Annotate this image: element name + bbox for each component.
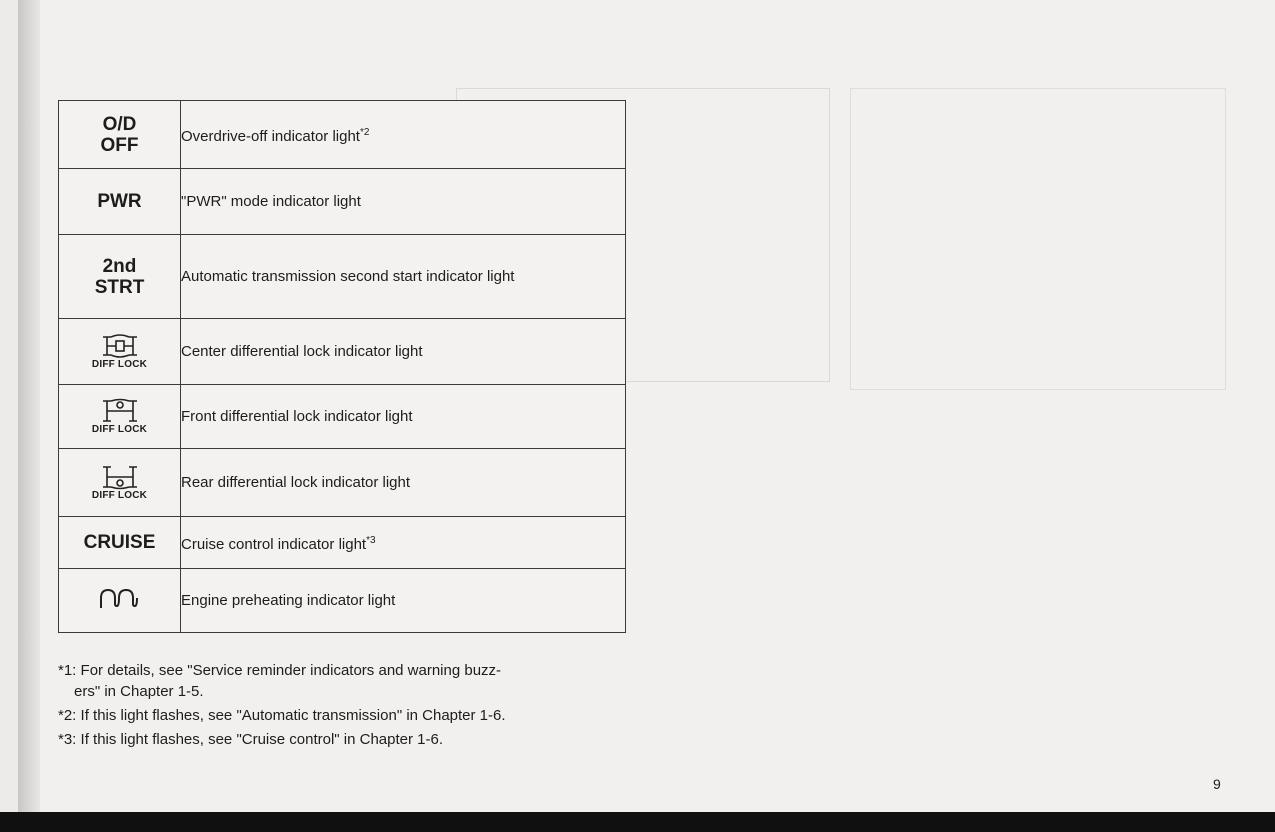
- table-row: [59, 169, 626, 235]
- footnotes: [58, 660, 638, 753]
- description-text: Overdrive-off indicator light: [181, 128, 360, 145]
- indicator-description: [181, 101, 626, 169]
- footnote-text-continued: ers" in Chapter 1-5.: [74, 683, 204, 700]
- icon-caption: DIFF LOCK: [91, 424, 148, 435]
- page-binding: [18, 0, 40, 812]
- table-row: [59, 449, 626, 517]
- symbol-line: STRT: [94, 276, 145, 298]
- description-text: Cruise control indicator light: [181, 536, 367, 553]
- footnote: [58, 660, 638, 702]
- preheat-symbol: [59, 569, 181, 633]
- page-number: 9: [1213, 776, 1221, 792]
- symbol-line: 2nd: [102, 255, 137, 277]
- description-text: Engine preheating indicator light: [181, 592, 396, 609]
- icon-caption: DIFF LOCK: [91, 490, 148, 501]
- front-diff-lock-symbol: [59, 385, 181, 449]
- indicator-description: [181, 169, 626, 235]
- description-text: Front differential lock indicator light: [181, 408, 413, 425]
- table-row: [59, 517, 626, 569]
- indicator-description: [181, 235, 626, 319]
- cruise-symbol: [59, 517, 181, 569]
- table-row: [59, 569, 626, 633]
- scan-bottom-edge: [0, 812, 1275, 832]
- footnote: [58, 729, 638, 750]
- second-start-symbol: [59, 235, 181, 319]
- center-differential-lock-icon: [99, 333, 141, 359]
- indicator-description: [181, 449, 626, 517]
- footnote-mark: *3:: [58, 731, 77, 748]
- front-differential-lock-icon: [99, 398, 141, 424]
- symbol-line: OFF: [100, 134, 139, 156]
- icon-caption: DIFF LOCK: [91, 359, 148, 370]
- footnote-text: If this light flashes, see "Cruise control" in Chapter 1-6.: [80, 731, 444, 748]
- table-row: [59, 385, 626, 449]
- footnote-ref: *3: [366, 535, 376, 546]
- center-diff-lock-symbol: [59, 319, 181, 385]
- table-row: [59, 319, 626, 385]
- bleed-through-notice-box: [850, 88, 1226, 390]
- symbol-line: CRUISE: [83, 532, 156, 553]
- indicator-description: [181, 517, 626, 569]
- symbol-line: PWR: [97, 191, 142, 212]
- indicator-table: [58, 100, 626, 633]
- footnote-ref: *2: [359, 127, 370, 138]
- footnote-text: If this light flashes, see "Automatic transmission" in Chapter 1-6.: [80, 707, 506, 724]
- footnote-text: For details, see "Service reminder indicators and warning buzz-: [80, 662, 502, 679]
- od-off-symbol: [59, 101, 181, 169]
- indicator-description: [181, 569, 626, 633]
- description-text: "PWR" mode indicator light: [181, 193, 361, 210]
- rear-differential-lock-icon: [99, 464, 141, 490]
- table-row: [59, 101, 626, 169]
- symbol-line: O/D: [102, 113, 137, 135]
- footnote-mark: *1:: [58, 662, 77, 679]
- description-text: Rear differential lock indicator light: [181, 474, 411, 491]
- table-row: [59, 235, 626, 319]
- indicator-description: [181, 319, 626, 385]
- description-text: Center differential lock indicator light: [181, 343, 423, 360]
- footnote-mark: *2:: [58, 707, 77, 724]
- indicator-description: [181, 385, 626, 449]
- footnote: [58, 705, 638, 726]
- rear-diff-lock-symbol: [59, 449, 181, 517]
- description-text: Automatic transmission second start indicator light: [181, 268, 515, 285]
- pwr-symbol: [59, 169, 181, 235]
- engine-preheating-icon: [95, 584, 145, 612]
